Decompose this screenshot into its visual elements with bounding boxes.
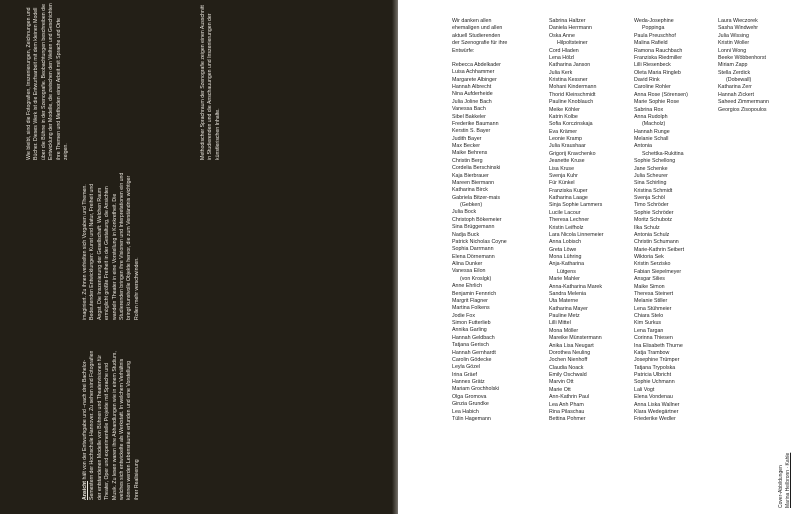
name-entry: Sophie Schellong: [634, 158, 676, 165]
name-entry: Katharina Zerr: [718, 84, 752, 91]
name-entry: Josephine Trümper: [634, 357, 680, 364]
name-entry: Tatjana Trypolska: [634, 364, 676, 371]
name-entry: (Macholz): [642, 121, 666, 128]
name-entry: Uta Materne: [549, 298, 579, 305]
column-text: Wie bleibt, sind die Fotografien, Inszenierungen, Zeichnungen und Bücher. Dieses Werk ist die Entwurfsarbeit mit dem kleinen Modell über die Bühne in der Szenografie. Beobachtungen beschreiben die Entwicklung der Modelle, die zwischen den Welten und Geschichten ihre Themen und Methoden einer Arbeit mit Sprache und Orte zeigen.: [26, 3, 70, 160]
name-entry: Katharina Birck: [452, 187, 488, 194]
name-entry: Anika Lisa Neugart: [549, 342, 594, 349]
name-entry: Kristin Leifholz: [549, 224, 584, 231]
column-text: Methodischer Sprachraum der Szenografie zeigen einen Ausschnitt in Studierenden und die Anschauungen und Inszenierungen der künstlerischen Inhalte.: [200, 5, 221, 160]
name-entry: Svenja Schöl: [634, 195, 665, 201]
name-entry: Katja Trambow: [634, 349, 670, 356]
name-entry: Lara Nicola Linnemeier: [549, 231, 604, 238]
name-entry: Patricia Ulbricht: [634, 372, 672, 378]
name-entry: Judith Bayer: [452, 135, 482, 142]
name-entry: Meike Köhler: [549, 106, 580, 113]
name-entry: Ann-Kathrin Paul: [549, 394, 590, 401]
name-entry: Sina Schirling: [634, 180, 667, 187]
name-entry: Schettka-Rukitina: [642, 150, 684, 157]
name-entry: Lisa Kruse: [549, 165, 575, 172]
name-entry: Grigorij Kravchenko: [549, 150, 596, 157]
name-entry: Gabriela Bitzer-mais: [452, 194, 500, 201]
name-entry: Corinna Thiesen: [634, 335, 673, 342]
name-entry: Daniela Herrmann: [549, 25, 592, 32]
name-entry: Marie Ott: [549, 386, 571, 393]
name-entry: Sofia Korczinskaja: [549, 121, 593, 128]
name-entry: Nadja Buck: [452, 231, 480, 238]
name-entry: Patrick Nicholas Coyne: [452, 238, 507, 245]
name-entry: Kristin Woller: [718, 40, 750, 47]
name-entry: Marie Mahler: [549, 276, 580, 283]
name-entry: Hannah Geldbach: [452, 334, 495, 341]
name-entry: Für Künkel: [549, 180, 575, 187]
name-entry: Mona Lühring: [549, 254, 582, 260]
name-entry: (Gebken): [460, 202, 483, 208]
left-text-column-2: [82, 170, 147, 320]
name-entry: Thorid Kleinschmidt: [549, 91, 596, 98]
name-entry: Margrit Flagner: [452, 297, 488, 304]
name-entry: Julia Bock: [452, 209, 477, 216]
thanks-intro: [452, 18, 507, 55]
name-entry: Ilka Schulz: [634, 224, 660, 231]
name-entry: Lonni Wong: [718, 47, 747, 54]
name-entry: Julia Kraushaar: [549, 143, 586, 150]
name-entry: Vanessa Eilon: [452, 268, 486, 275]
names-list: [634, 18, 688, 424]
name-entry: Pauline Knoblauch: [549, 99, 594, 106]
name-entry: Theresa Lechner: [549, 217, 590, 224]
name-entry: Miriam Zapp: [718, 62, 748, 69]
name-entry: Weda-Josephine: [634, 18, 674, 24]
names-column-4: [718, 18, 769, 114]
column-text: hält von der Entwurfsgabe und –nach drei Bachelor-Semestern der Hochschule Hannover. Zu sehen sind Fotografien der entstandenen Modelle von Bühnen und Theatervisionen für Theater, Oper und experimentelle Projekte mit Sprache und Musik. Zu lesen waren ihre Abhandlungen wie in einem Studium, welches sich entwickelte als Werkstatt. In welchem Verhältnis können werden Lebensräume erfunden und eine Vorstellung ihrer Realisierung: [82, 350, 140, 500]
name-entry: Moritz Schubotz: [634, 217, 672, 224]
name-entry: Hannah Gernhardt: [452, 349, 496, 356]
name-entry: Anne Ehrlich: [452, 283, 483, 290]
names-list: [452, 62, 507, 423]
name-entry: Bettina Pohmer: [549, 416, 586, 423]
name-entry: Lucile Lacour: [549, 209, 581, 216]
name-entry: Georgios Zisopoulos: [718, 106, 767, 113]
name-entry: Kristin Serzisko: [634, 261, 671, 268]
name-entry: Tatjana Gerisch: [452, 342, 489, 349]
name-entry: Mohani Kindermann: [549, 84, 597, 91]
name-entry: Sophie Uchmann: [634, 379, 675, 386]
name-entry: Jeanette Kruse: [549, 158, 585, 165]
name-entry: Jane Schenke: [634, 165, 668, 172]
name-entry: Elena Dörnemann: [452, 253, 495, 260]
name-entry: Olga Gromova: [452, 393, 487, 400]
name-entry: Julia Joline Bach: [452, 98, 492, 105]
name-entry: Jodie Fox: [452, 312, 475, 319]
intro-line: der Szenografie für ihre: [452, 40, 508, 47]
name-entry: Leyla Gözel: [452, 364, 480, 371]
name-entry: Katrin Kolbe: [549, 113, 578, 120]
name-entry: Luisa Achhammer: [452, 69, 495, 76]
left-text-column-3: [26, 0, 76, 160]
name-entry: Anna Liska Wallner: [634, 401, 680, 408]
name-entry: Julia Scheurer: [634, 172, 668, 179]
intro-line: Wir danken allen: [452, 18, 492, 24]
name-entry: Cord Hladen: [549, 47, 579, 54]
name-entry: Max Becker: [452, 143, 480, 149]
credit-name: [785, 453, 792, 508]
name-entry: Eva Krämer: [549, 128, 577, 135]
name-entry: Oska Anne: [549, 32, 575, 39]
name-entry: Mariam Grochholski: [452, 386, 500, 393]
name-entry: Antonia Schulz: [634, 231, 670, 238]
name-entry: Hannes Grätz: [452, 379, 485, 385]
name-entry: Laura Wieczorek: [718, 18, 758, 24]
name-entry: Kristina Schmidt: [634, 187, 673, 194]
name-entry: Malina Rafield: [634, 40, 668, 47]
name-entry: Lilli Riesenbeck: [634, 62, 671, 69]
name-entry: Lilli Mittel: [549, 320, 571, 327]
name-entry: Caroline Rohler: [634, 84, 671, 91]
name-entry: Kaja Bierbrauer: [452, 172, 489, 179]
credit-label: Cover-Abbildungen: [778, 465, 784, 508]
names-column-2: [549, 18, 603, 424]
name-entry: Anna-Katharina Marek: [549, 283, 602, 290]
name-entry: Julia Wissing: [718, 32, 749, 39]
name-entry: Sina Brüggemann: [452, 224, 495, 231]
name-entry: Sophia Darrmann: [452, 246, 494, 253]
name-entry: Ginzia Grundke: [452, 401, 489, 408]
name-entry: Anna Rudolph: [634, 113, 668, 120]
intro-line: Entwürfe:: [452, 47, 475, 54]
name-entry: Chiara Stelo: [634, 313, 664, 319]
name-entry: Martina Folkens: [452, 305, 490, 312]
name-entry: Tülin Hagemann: [452, 415, 491, 422]
name-entry: Franziska Kuper: [549, 187, 588, 194]
name-entry: (Dobewall): [726, 77, 752, 83]
name-entry: Christoph Bökemeier: [452, 216, 502, 223]
name-entry: Greta Löwe: [549, 246, 577, 253]
name-entry: Lali Vogt: [634, 386, 655, 393]
name-entry: Marvin Ott: [549, 379, 574, 386]
name-entry: Rebecca Abdelkader: [452, 61, 501, 68]
name-entry: Leonie Kramp: [549, 136, 582, 142]
name-entry: Antonia: [634, 143, 652, 150]
name-entry: Poppinga: [642, 25, 665, 32]
name-entry: Sasha Windwehr: [718, 25, 759, 32]
name-entry: Kim Surkus: [634, 320, 662, 327]
name-entry: Anna Rose (Sörensen): [634, 91, 688, 98]
name-entry: Irina Gräef: [452, 371, 478, 378]
name-entry: Emily Oschwald: [549, 372, 587, 378]
name-entry: Oleta Maria Ringleb: [634, 69, 681, 76]
name-entry: Katharina Janson: [549, 62, 591, 69]
name-entry: (von Kroslgk): [460, 275, 492, 282]
name-entry: Vanessa Bach: [452, 106, 486, 113]
name-entry: Katharina Mayer: [549, 305, 588, 312]
name-entry: Rina Pilaschau: [549, 408, 585, 415]
name-entry: Ramona Rauchbach: [634, 47, 683, 54]
name-entry: Lea Anh Pham: [549, 401, 584, 408]
name-entry: Anna Lobisch: [549, 239, 582, 246]
name-entry: Hannah Albrecht: [452, 84, 492, 90]
name-entry: Marie-Kathrin Seibert: [634, 246, 685, 253]
name-entry: Nina Aufderheide: [452, 91, 493, 98]
name-entry: Sibel Bakkeler: [452, 113, 486, 120]
credit-name-text: Marina Heilbronn · Kahle: [784, 452, 791, 508]
names-list: [718, 18, 769, 114]
name-entry: Kristina Kessner: [549, 77, 588, 83]
name-entry: Melanie Schall: [634, 136, 669, 142]
name-entry: Ina Elisabeth Thurne: [634, 342, 683, 349]
name-entry: Christin Schumann: [634, 239, 679, 246]
name-entry: Saheed Zimmermann: [718, 99, 769, 106]
name-entry: Kerstin S. Bayer: [452, 128, 491, 135]
name-entry: Ansgar Silies: [634, 276, 665, 283]
name-entry: Hannah Zickert: [718, 91, 754, 98]
name-entry: Franziska Riedmiller: [634, 54, 682, 61]
name-entry: Marie Sophie Rose: [634, 99, 680, 106]
column-text: imaginiert. Zu ihnen verhielten sich Vorgaben und Themen. Bedeutenden Entwicklungen: Kunst und Natur, Freiheit und Angst. Die Inszenierung der Gesellschaft: Welchen Raum ermöglicht größte Freiheit in der Gestaltung, die Ansichten wandeln Theater in eine Vorstellung in Konkretheit. Die Studierenden bringen ihre Visionen und Interpretationen ein und bringt kunstvolle Objekte hervor, die zum Verständnis wichtiger Rollen mehr verschwinden.: [82, 172, 140, 320]
name-entry: Melanie Stiller: [634, 298, 668, 305]
name-entry: Carolin Gödecke: [452, 356, 492, 363]
name-entry: Alina Dunker: [452, 261, 483, 267]
name-entry: Maike Simon: [634, 283, 665, 290]
name-entry: Klara Wedegärtner: [634, 408, 679, 415]
left-text-column-4: [200, 0, 228, 160]
name-entry: Sophie Schröder: [634, 209, 674, 216]
name-entry: Frederike Baumann: [452, 120, 499, 127]
name-entry: Anja-Katharina: [549, 261, 585, 268]
name-entry: Elena Vondenau: [634, 394, 673, 401]
name-entry: Lena Hölzl: [549, 54, 575, 61]
name-entry: Mareen Biermann: [452, 179, 495, 186]
names-column-3: [634, 18, 688, 424]
name-entry: Sabrina Rox: [634, 106, 664, 113]
name-entry: Stella Zerdick: [718, 69, 751, 76]
name-entry: Svenja Kuhr: [549, 172, 578, 179]
name-entry: Fabian Siepelmeyer: [634, 268, 682, 275]
name-entry: Sandra Melenia: [549, 290, 587, 297]
names-list: [549, 18, 603, 424]
intro-line: aktuell Studierenden: [452, 32, 501, 39]
name-entry: Benjamin Fennrich: [452, 290, 497, 297]
name-entry: Lena Targan: [634, 327, 664, 334]
name-entry: Paula Preuschhof: [634, 32, 676, 39]
name-entry: Mona Möller: [549, 327, 579, 334]
name-entry: Friederike Wedler: [634, 416, 676, 423]
name-entry: Lena Stühmeier: [634, 305, 672, 312]
name-entry: Hilpoltsteiner: [557, 40, 588, 47]
name-entry: Annika Garling: [452, 327, 487, 334]
left-text-column-1: [82, 350, 147, 500]
name-entry: Lea Habich: [452, 408, 479, 415]
name-entry: Maike Behrens: [452, 150, 488, 157]
name-entry: Christin Berg: [452, 157, 483, 164]
name-entry: Lütgens: [557, 268, 576, 275]
name-entry: Sinja Sophie Lammers: [549, 202, 603, 209]
name-entry: Jochen Nienhoff: [549, 357, 588, 364]
name-entry: Pauline Metz: [549, 313, 580, 319]
names-column-1: [452, 18, 507, 423]
name-entry: Julia Kerk: [549, 69, 573, 76]
name-entry: Dorothea Neuling: [549, 349, 591, 356]
column-heading: Ansicht: [82, 480, 88, 500]
intro-line: ehemaligen und allen: [452, 25, 503, 32]
name-entry: Sabrina Haltzer: [549, 18, 586, 24]
left-page: [0, 0, 398, 514]
name-entry: Mareike Münstermann: [549, 335, 602, 342]
name-entry: Timo Schröder: [634, 202, 669, 209]
name-entry: Cordelia Berschinski: [452, 165, 501, 172]
name-entry: Claudia Noack: [549, 364, 584, 371]
right-page: [398, 0, 800, 514]
name-entry: Beeke Wöbbenhorst: [718, 54, 766, 61]
name-entry: Margarete Albinger: [452, 76, 497, 83]
cover-credit: [778, 453, 791, 508]
name-entry: Theresa Steinert: [634, 290, 674, 297]
name-entry: Wiktoria Sek: [634, 254, 664, 260]
name-entry: Katharina Laage: [549, 195, 588, 201]
name-entry: Hannah Runge: [634, 128, 670, 135]
name-entry: David Rink: [634, 77, 660, 83]
name-entry: Simon Futterlieb: [452, 320, 491, 326]
